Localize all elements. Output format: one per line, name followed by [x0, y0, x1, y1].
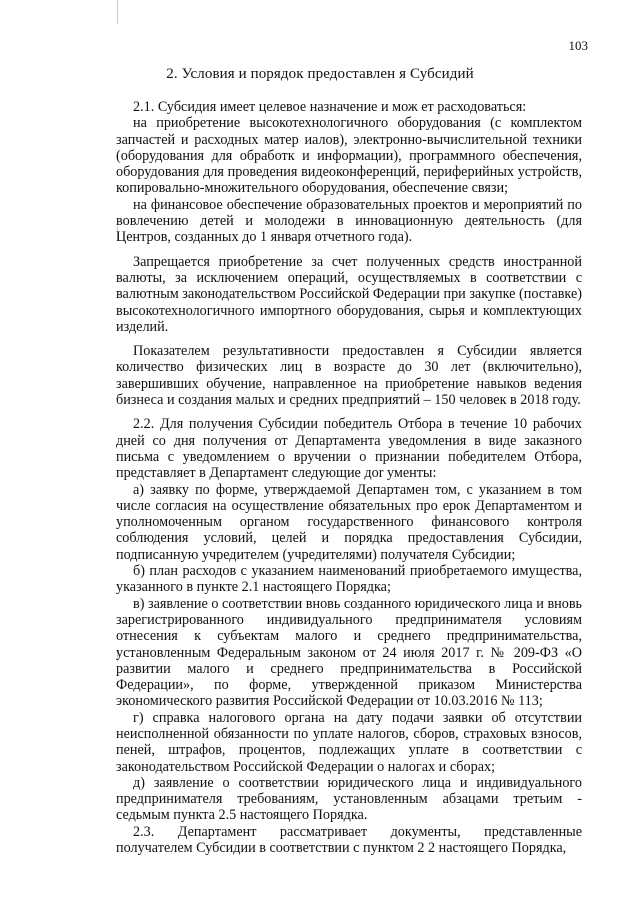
scan-margin-line	[117, 0, 118, 24]
paragraph-performance-indicator: Показателем результативности предоставлен я Субсидии является количество физических лиц в возрасте до 30 лет (включительно), завершивших обучение, направленное на приобретение навыков ведения бизнеса и создания малых и средних предприятий – 150 человек в 2018 году.	[116, 343, 582, 409]
paragraph-item-b: б) план расходов с указанием наименований приобретаемого имущества, указанного в пункте 2.1 настоящего Порядка;	[116, 563, 582, 596]
paragraph-item-g: г) справка налогового органа на дату подачи заявки об отсутствии неисполненной обязанности по уплате налогов, сборов, страховых взносов, пеней, штрафов, процентов, подлежащих уплате в соответствии с законодательством Российской Федерации о налогах и сборах;	[116, 709, 582, 775]
paragraph-item-v: в) заявление о соответствии вновь созданного юридического лица и вновь зарегистрированного индивидуального предпринимателя условиям отнесения к субъектам малого и среднего предпринимательства, установленным Федеральным законом от 24 июля 2017 г. № 209-ФЗ «О развитии малого и среднего предпринимательства в Российской Федерации», по форме, утвержденной приказом Министерства экономического развития Российской Федерации от 10.03.2016 № 113;	[116, 595, 582, 710]
paragraph-item-a: а) заявку по форме, утверждаемой Департамен том, с указанием в том числе согласия на осуществление обязательных про ерок Департаментом и уполномоченным органом государственного финансового контроля соблюдения условий, целей и порядка предоставления Субсидии, подписанную учредителем (учредителями) получателя Субсидии;	[116, 481, 582, 563]
paragraph-purpose-equipment: на приобретение высокотехнологичного оборудования (с комплектом запчастей и расходных матер иалов), электронно-вычислительной техники (оборудования для обработк и информации), программного обеспечения, оборудования для проведения видеоконференций, периферийных устройств, копировально-множительного оборудования, обеспечение связи;	[116, 115, 582, 197]
paragraph-prohibition: Запрещается приобретение за счет полученных средств иностранной валюты, за исключением операций, осуществляемых в соответствии с валютным законодательством Российской Федерации при закупке (поставке) высокотехнологичного импортного оборудования, сырья и комплектующих изделий.	[116, 253, 582, 335]
section-title: 2. Условия и порядок предоставлен я Субсидий	[166, 66, 474, 82]
page-number: 103	[568, 38, 588, 53]
document-body	[116, 99, 582, 856]
paragraph-2-2: 2.2. Для получения Субсидии победитель Отбора в течение 10 рабочих дней со дня получения от Департамента уведомления в виде заказного письма с уведомлением о вручении о признании победителем Отбора, представляет в Департамент следующие доr ументы:	[116, 416, 582, 482]
paragraph-2-3: 2.3. Департамент рассматривает документы, представленные получателем Субсидии в соответствии с пунктом 2 2 настоящего Порядка,	[116, 823, 582, 857]
paragraph-2-1: 2.1. Субсидия имеет целевое назначение и мож ет расходоваться:	[133, 99, 527, 115]
paragraph-item-d: д) заявление о соответствии юридического лица и индивидуального предпринимателя требованиям, установленным абзацами третьим - седьмым пункта 2.5 настоящего Порядка.	[116, 774, 582, 824]
paragraph-purpose-projects: на финансовое обеспечение образовательных проектов и мероприятий по вовлечению детей и молодежи в инновационную деятельность (для Центров, созданных до 1 января отчетного года).	[116, 196, 582, 246]
